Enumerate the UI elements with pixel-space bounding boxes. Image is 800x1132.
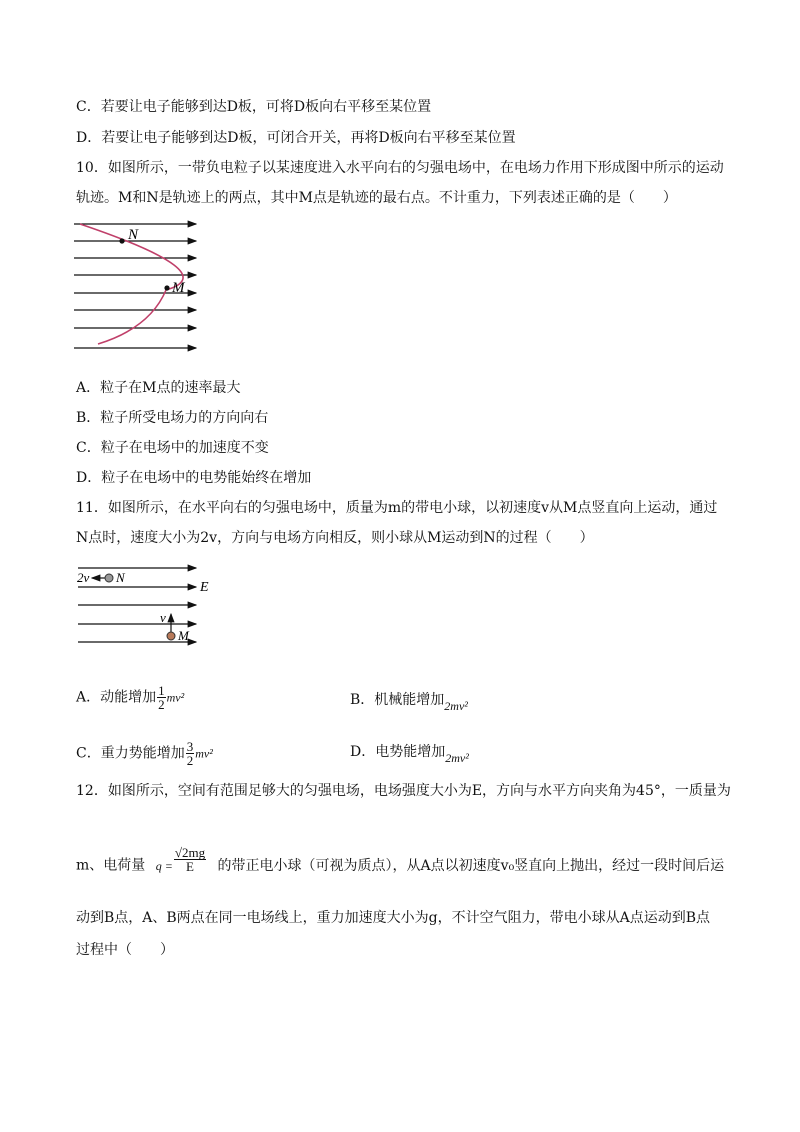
label-2v: 2v	[77, 570, 90, 585]
q11-stem-line2: N点时，速度大小为2v，方向与电场方向相反，则小球从M运动到N的过程（ ）	[76, 530, 594, 546]
q12-stem-line2	[76, 845, 725, 879]
q11-option-c-fraction: $\frac{3}{2}$	[186, 739, 194, 768]
label-n: N	[116, 570, 125, 585]
q12-stem-line1: 12．如图所示，空间有范围足够大的匀强电场，电场强度大小为E，方向与水平方向夹角为45°，一质量为	[76, 783, 731, 799]
q11-option-b	[350, 690, 468, 713]
q11-option-b-expr: 2mv²	[444, 699, 468, 713]
q11-option-a-expr: mv²	[166, 690, 185, 705]
q12-q-fraction: $\frac{√2mg}{E}$	[174, 845, 206, 874]
q10-option-a: A．粒子在M点的速率最大	[76, 380, 241, 396]
q10-stem-line1: 10．如图所示，一带负电粒子以某速度进入水平向右的匀强电场中，在电场力作用下形成图中所示的运动	[76, 160, 724, 176]
point-n	[119, 238, 124, 243]
label-e: E	[200, 580, 209, 595]
label-m: M	[172, 280, 185, 296]
label-v: v	[160, 610, 166, 625]
q11-figure	[74, 560, 214, 650]
ball-m	[167, 632, 175, 640]
q10-figure	[70, 218, 205, 358]
q11-option-b-text: B．机械能增加	[350, 692, 445, 708]
q12-mass-charge-label: m、电荷量	[76, 857, 146, 874]
q11-option-a-text: A．动能增加	[76, 689, 157, 706]
point-m	[164, 285, 169, 290]
q9-option-c: C．若要让电子能够到达D板，可将D板向右平移至某位置	[76, 99, 432, 115]
q12-stem-line3: 动到B点，A、B两点在同一电场线上，重力加速度大小为g，不计空气阻力，带电小球从A点运动到B点	[76, 910, 711, 926]
ball-n	[105, 574, 113, 582]
q11-option-a	[76, 684, 184, 711]
q11-option-d-expr: 2mv²	[445, 751, 469, 765]
q9-option-d: D．若要让电子能够到达D板，可闭合开关，再将D板向右平移至某位置	[76, 130, 516, 146]
q12-q-equals: q =	[155, 858, 173, 873]
q11-option-c	[76, 740, 213, 767]
q12-stem-line4: 过程中（ ）	[76, 942, 174, 958]
q10-option-b: B．粒子所受电场力的方向向右	[76, 410, 269, 426]
q11-option-d	[350, 742, 469, 765]
q11-option-c-expr: mv²	[195, 746, 213, 761]
q11-option-d-text: D．电势能增加	[350, 744, 446, 760]
q11-option-c-text: C．重力势能增加	[76, 745, 185, 762]
q10-option-c: C．粒子在电场中的加速度不变	[76, 440, 269, 456]
label-m: M	[178, 628, 189, 643]
label-n: N	[128, 227, 139, 243]
q10-stem-line2: 轨迹。M和N是轨迹上的两点，其中M点是轨迹的最右点。不计重力，下列表述正确的是（ ）	[76, 190, 677, 206]
q10-option-d: D．粒子在电场中的电势能始终在增加	[76, 470, 312, 486]
q11-stem-line1: 11．如图所示，在水平向右的匀强电场中，质量为m的带电小球，以初速度v从M点竖直向上运动，通过	[76, 500, 718, 516]
q12-stem-line2-tail: 的带正电小球（可视为质点），从A点以初速度v₀竖直向上抛出，经过一段时间后运	[217, 857, 725, 874]
q11-option-a-fraction: $\frac{1}{2}$	[158, 683, 165, 712]
